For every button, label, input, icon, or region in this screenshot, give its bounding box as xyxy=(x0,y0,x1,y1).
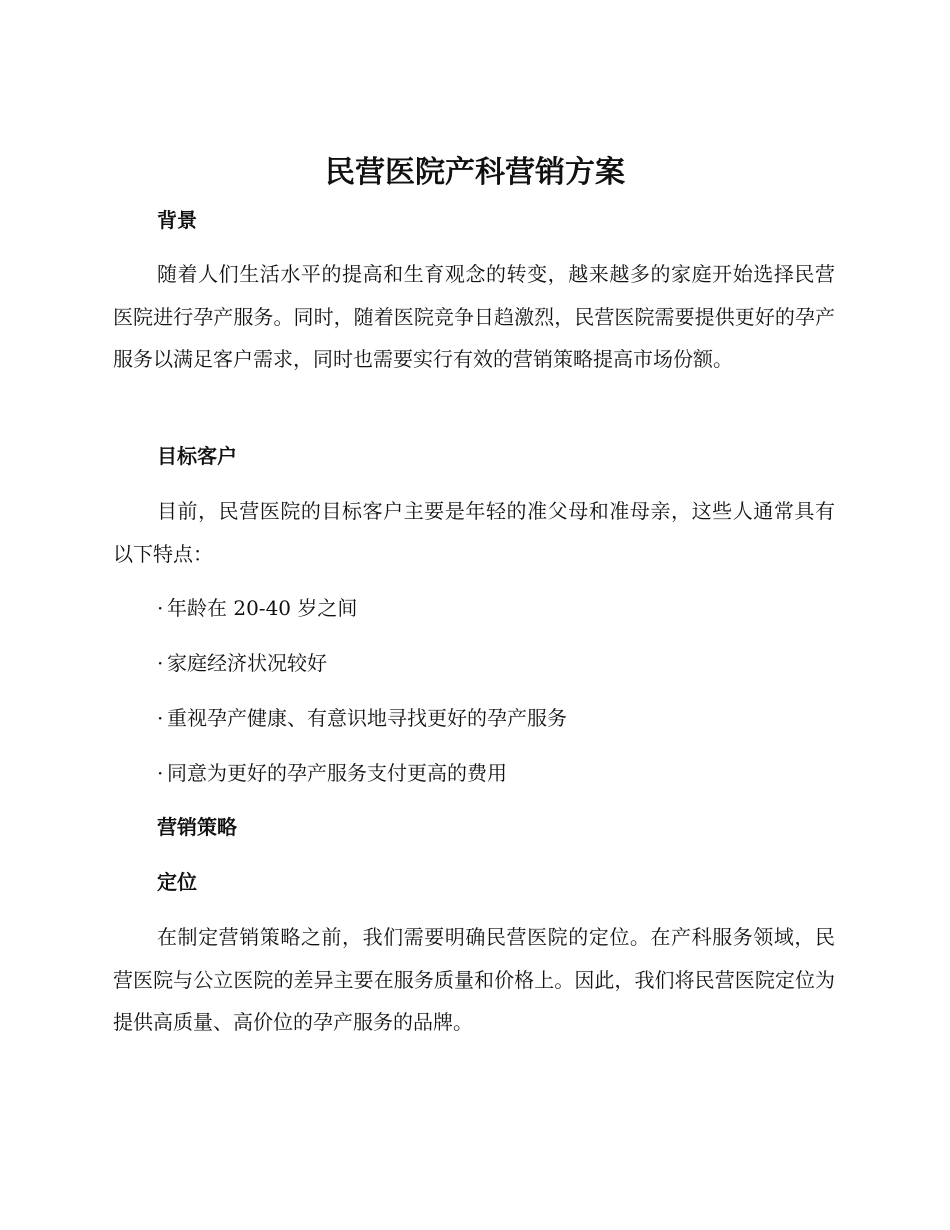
list-item-text: 重视孕产健康、有意识地寻找更好的孕产服务 xyxy=(167,706,567,730)
paragraph-target-customers: 目前，民营医院的目标客户主要是年轻的准父母和准母亲，这些人通常具有以下特点： xyxy=(113,499,835,566)
heading-marketing-strategy: 营销策略 xyxy=(157,815,237,839)
list-item xyxy=(157,593,357,623)
list-item xyxy=(157,758,507,788)
bullet-marker: · xyxy=(157,651,164,675)
paragraph-positioning: 在制定营销策略之前，我们需要明确民营医院的定位。在产科服务领域，民营医院与公立医院的差异主要在服务质量和价格上。因此，我们将民营医院定位为提供高质量、高价位的孕产服务的品牌。 xyxy=(113,925,835,1034)
list-item-text: 同意为更好的孕产服务支付更高的费用 xyxy=(167,761,507,785)
bullet-marker: · xyxy=(157,706,164,730)
heading-target-customers: 目标客户 xyxy=(157,444,237,468)
list-item-text: 年龄在 20-40 岁之间 xyxy=(167,596,358,620)
bullet-marker: · xyxy=(157,761,164,785)
document-title: 民营医院产科营销方案 xyxy=(325,155,625,190)
paragraph-background: 随着人们生活水平的提高和生育观念的转变，越来越多的家庭开始选择民营医院进行孕产服务。同时，随着医院竞争日趋激烈，民营医院需要提供更好的孕产服务以满足客户需求，同时也需要实行有效的营销策略提高市场份额。 xyxy=(113,262,835,371)
heading-background: 背景 xyxy=(157,208,197,232)
heading-positioning: 定位 xyxy=(157,870,197,894)
list-item xyxy=(157,648,327,678)
list-item xyxy=(157,703,567,733)
bullet-marker: · xyxy=(157,596,164,620)
list-item-text: 家庭经济状况较好 xyxy=(167,651,327,675)
